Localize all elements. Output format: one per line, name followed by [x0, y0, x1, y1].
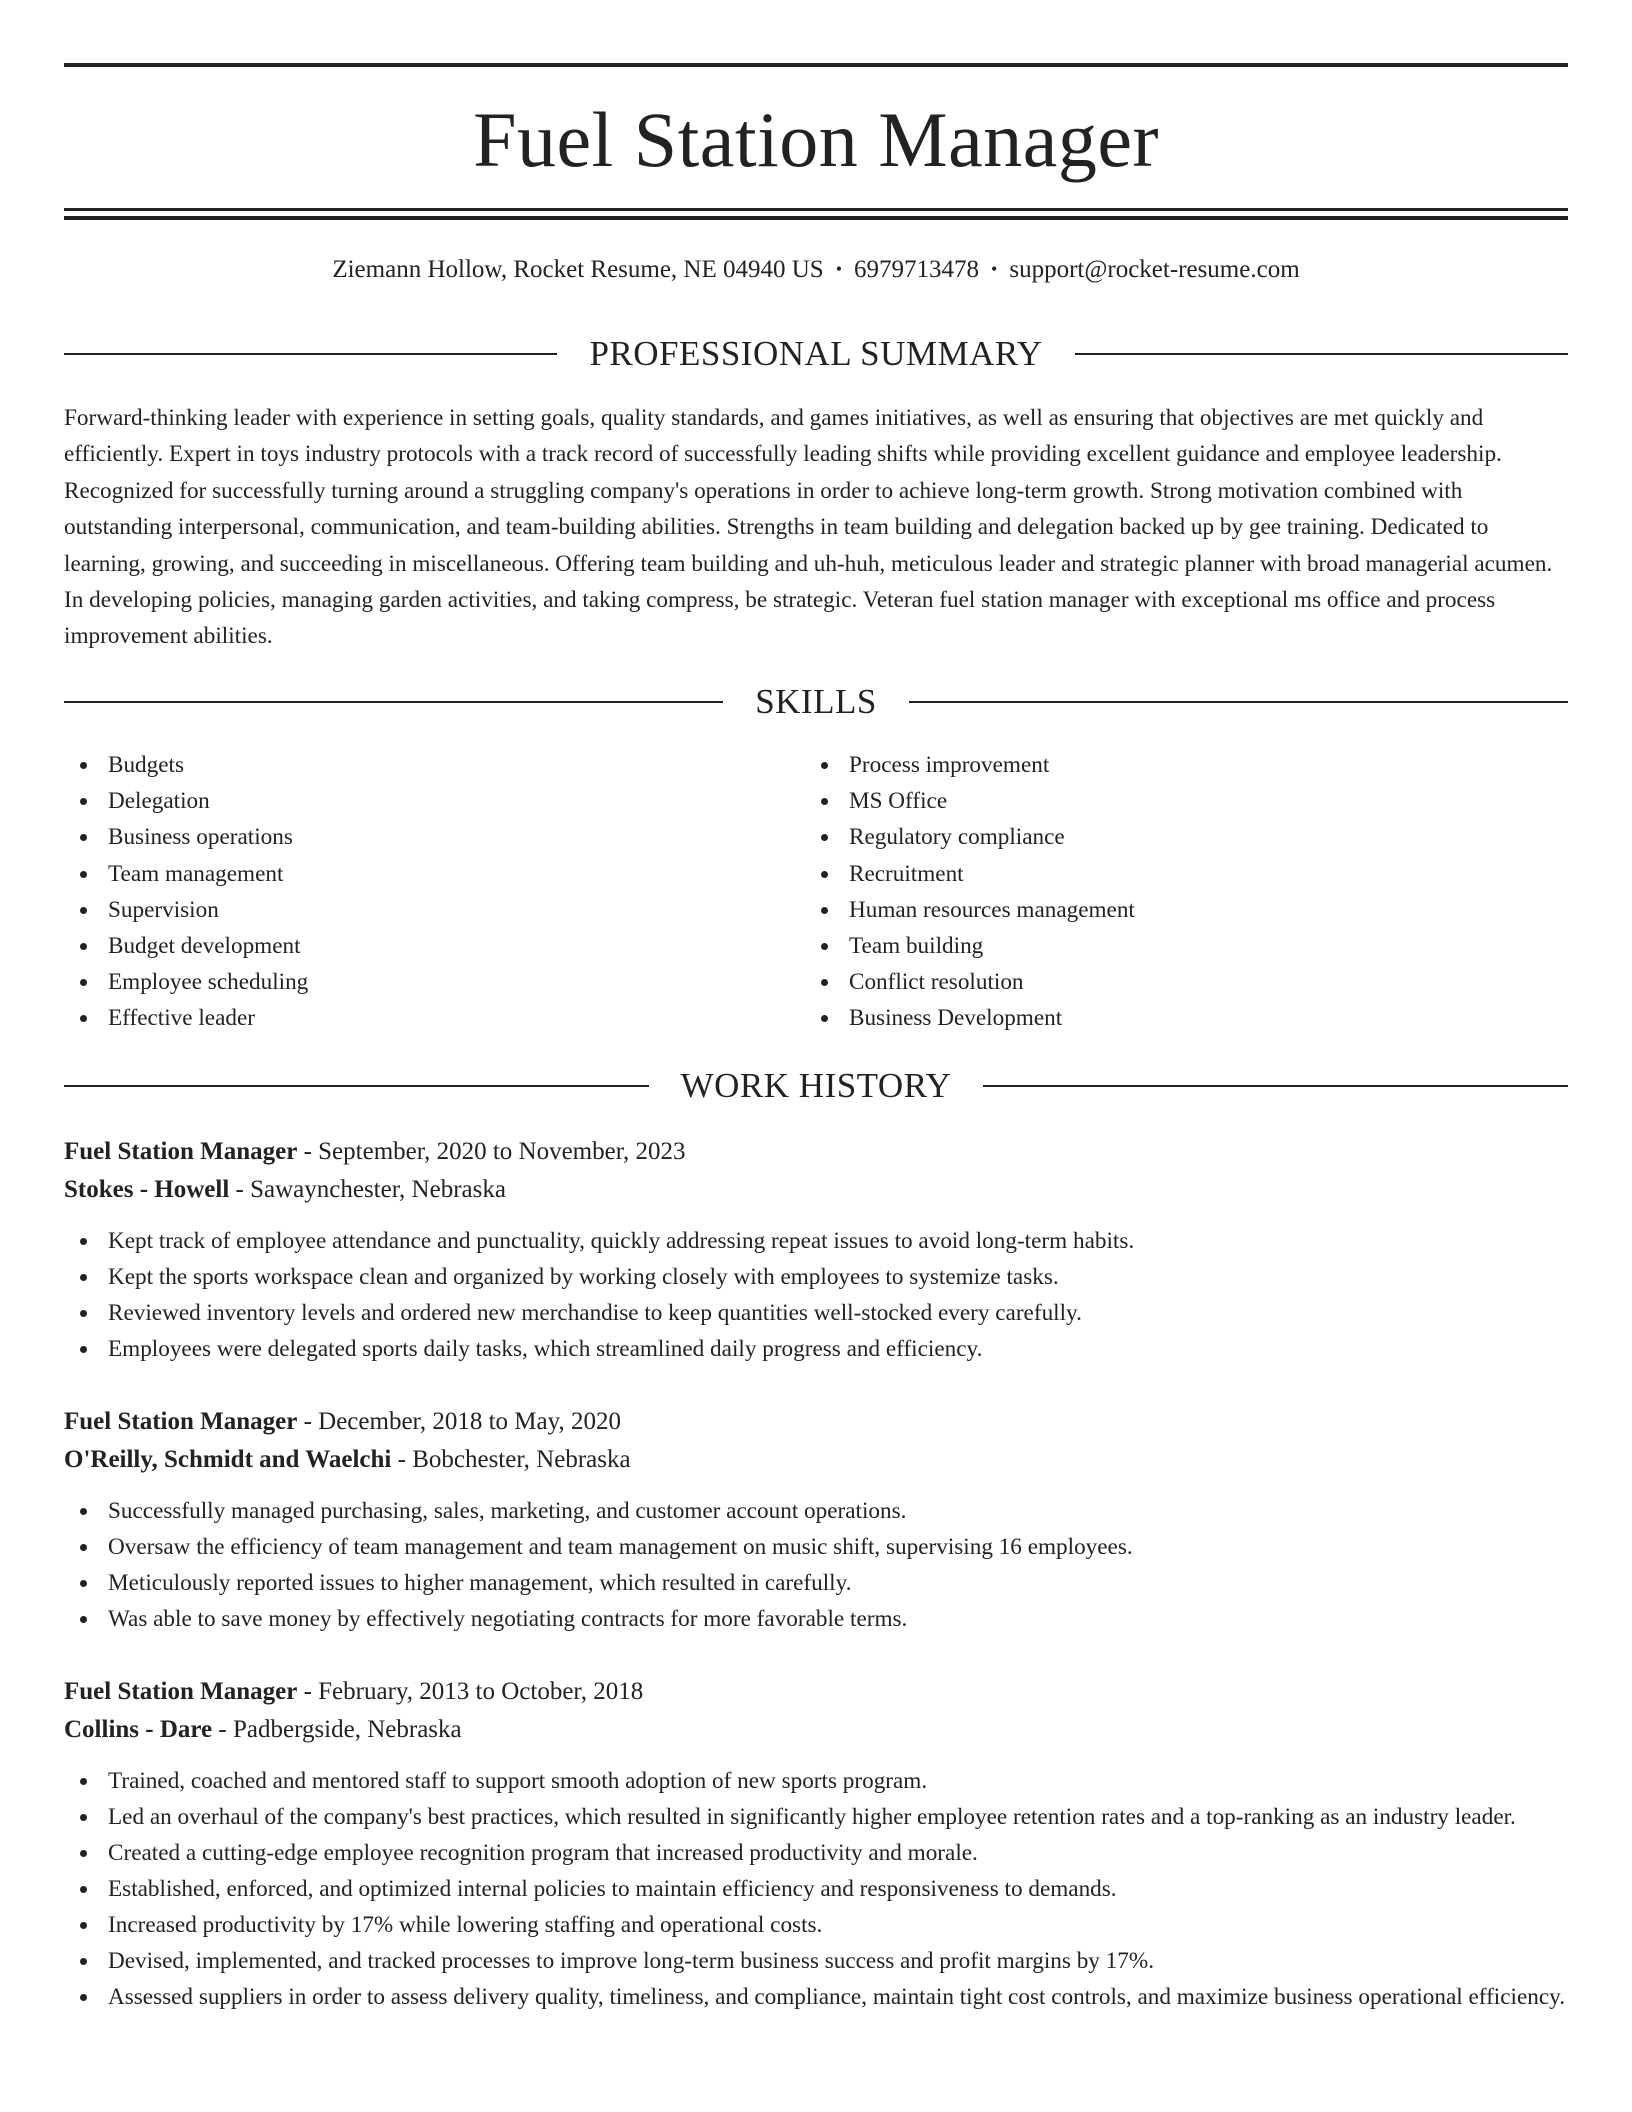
heading-rule [909, 701, 1568, 703]
contact-phone: 6979713478 [854, 256, 980, 283]
job-title-line: Fuel Station Manager - February, 2013 to October, 2018 [64, 1678, 644, 1705]
job-dates: February, 2013 to October, 2018 [318, 1678, 644, 1705]
skill-item: MS Office [805, 783, 1505, 819]
job-location: Padbergside, Nebraska [232, 1716, 462, 1743]
job-entry [64, 1403, 1568, 1637]
skill-item: Delegation [64, 783, 764, 819]
job-bullet: Reviewed inventory levels and ordered new merchandise to keep quantities well-stocked every carefully. [64, 1295, 1568, 1331]
job-bullet: Increased productivity by 17% while lowering staffing and operational costs. [64, 1907, 1568, 1943]
heading-rule [64, 701, 723, 703]
job-bullet: Established, enforced, and optimized internal policies to maintain efficiency and responsiveness to demands. [64, 1871, 1568, 1907]
job-company-line: Collins - Dare - Padbergside, Nebraska [64, 1716, 462, 1743]
job-bullets [64, 1223, 1568, 1367]
skill-item: Business operations [64, 819, 764, 855]
skill-item: Budgets [64, 747, 764, 783]
job-bullet: Created a cutting-edge employee recognition program that increased productivity and morale. [64, 1835, 1568, 1871]
skill-item: Conflict resolution [805, 964, 1505, 1000]
job-company: Collins - Dare [64, 1716, 213, 1743]
job-bullet: Kept the sports workspace clean and organized by working closely with employees to systemize tasks. [64, 1259, 1568, 1295]
section-title-skills: SKILLS [755, 682, 877, 721]
job-bullet: Oversaw the efficiency of team management and team management on music shift, supervising 16 employees. [64, 1529, 1568, 1565]
section-title-work: WORK HISTORY [680, 1066, 952, 1105]
skill-item: Team building [805, 928, 1505, 964]
skills-list-right [805, 747, 1505, 1037]
job-dates: September, 2020 to November, 2023 [318, 1138, 686, 1165]
job-entry [64, 1133, 1568, 1367]
heading-rule [64, 353, 557, 355]
job-bullet: Trained, coached and mentored staff to support smooth adoption of new sports program. [64, 1763, 1568, 1799]
job-location: Bobchester, Nebraska [412, 1446, 631, 1473]
job-bullet: Was able to save money by effectively negotiating contracts for more favorable terms. [64, 1601, 1568, 1637]
job-bullet: Led an overhaul of the company's best practices, which resulted in significantly higher employee retention rates and a top-ranking as an industry leader. [64, 1799, 1568, 1835]
job-title: Fuel Station Manager [64, 1678, 298, 1705]
skill-item: Process improvement [805, 747, 1505, 783]
job-bullet: Employees were delegated sports daily tasks, which streamlined daily progress and efficiency. [64, 1331, 1568, 1367]
skills-list-left [64, 747, 764, 1037]
job-dates: December, 2018 to May, 2020 [318, 1408, 622, 1435]
skill-item: Employee scheduling [64, 964, 764, 1000]
job-bullets [64, 1763, 1568, 2015]
skill-item: Team management [64, 856, 764, 892]
skill-item: Regulatory compliance [805, 819, 1505, 855]
title-double-rule [64, 208, 1568, 220]
contact-address: Ziemann Hollow, Rocket Resume, NE 04940 US [332, 256, 824, 283]
job-title: Fuel Station Manager [64, 1138, 298, 1165]
job-company: O'Reilly, Schmidt and Waelchi [64, 1446, 392, 1473]
job-title-line: Fuel Station Manager - September, 2020 to November, 2023 [64, 1138, 686, 1165]
job-title: Fuel Station Manager [64, 1408, 298, 1435]
heading-rule [64, 1085, 649, 1087]
job-bullet: Assessed suppliers in order to assess delivery quality, timeliness, and compliance, maintain tight cost controls, and maximize business operational efficiency. [64, 1979, 1568, 2015]
job-bullet: Meticulously reported issues to higher management, which resulted in carefully. [64, 1565, 1568, 1601]
page-title: Fuel Station Manager [473, 96, 1159, 183]
contact-separator: • [991, 259, 998, 279]
top-rule [64, 63, 1568, 67]
job-entry [64, 1673, 1568, 2015]
section-heading-skills [64, 682, 1568, 722]
job-bullets [64, 1493, 1568, 1637]
contact-line [64, 254, 1568, 287]
section-heading-summary [64, 334, 1568, 374]
job-bullet: Devised, implemented, and tracked processes to improve long-term business success and profit margins by 17%. [64, 1943, 1568, 1979]
skill-item: Business Development [805, 1000, 1505, 1036]
skill-item: Budget development [64, 928, 764, 964]
section-heading-work [64, 1066, 1568, 1106]
job-company-line: O'Reilly, Schmidt and Waelchi - Bobchester, Nebraska [64, 1446, 631, 1473]
contact-separator: • [835, 259, 843, 279]
job-company: Stokes - Howell [64, 1176, 230, 1203]
skill-item: Recruitment [805, 856, 1505, 892]
heading-rule [1075, 353, 1568, 355]
skill-item: Supervision [64, 892, 764, 928]
heading-rule [983, 1085, 1568, 1087]
skill-item: Effective leader [64, 1000, 764, 1036]
job-title-line: Fuel Station Manager - December, 2018 to May, 2020 [64, 1408, 622, 1435]
job-company-line: Stokes - Howell - Sawaynchester, Nebraska [64, 1176, 506, 1203]
section-title-summary: PROFESSIONAL SUMMARY [589, 334, 1043, 373]
job-bullet: Kept track of employee attendance and punctuality, quickly addressing repeat issues to avoid long-term habits. [64, 1223, 1568, 1259]
summary-text: Forward-thinking leader with experience in setting goals, quality standards, and games initiatives, as well as ensuring that objectives are met quickly and efficiently. Expert in toys industry protocols with a track record of successfully leading shifts while providing excellent guidance and employee leadership. Recognized for successfully turning around a struggling company's operations in order to achieve long-term growth. Strong motivation combined with outstanding interpersonal, communication, and team-building abilities. Strengths in team building and delegation backed up by gee training. Dedicated to learning, growing, and succeeding in miscellaneous. Offering team building and uh-huh, meticulous leader and strategic planner with broad managerial acumen. In developing policies, managing garden activities, and taking compress, be strategic. Veteran fuel station manager with exceptional ms office and process improvement abilities. [64, 405, 1553, 650]
job-location: Sawaynchester, Nebraska [250, 1176, 506, 1203]
job-bullet: Successfully managed purchasing, sales, marketing, and customer account operations. [64, 1493, 1568, 1529]
contact-email: support@rocket-resume.com [1009, 256, 1300, 283]
skill-item: Human resources management [805, 892, 1505, 928]
